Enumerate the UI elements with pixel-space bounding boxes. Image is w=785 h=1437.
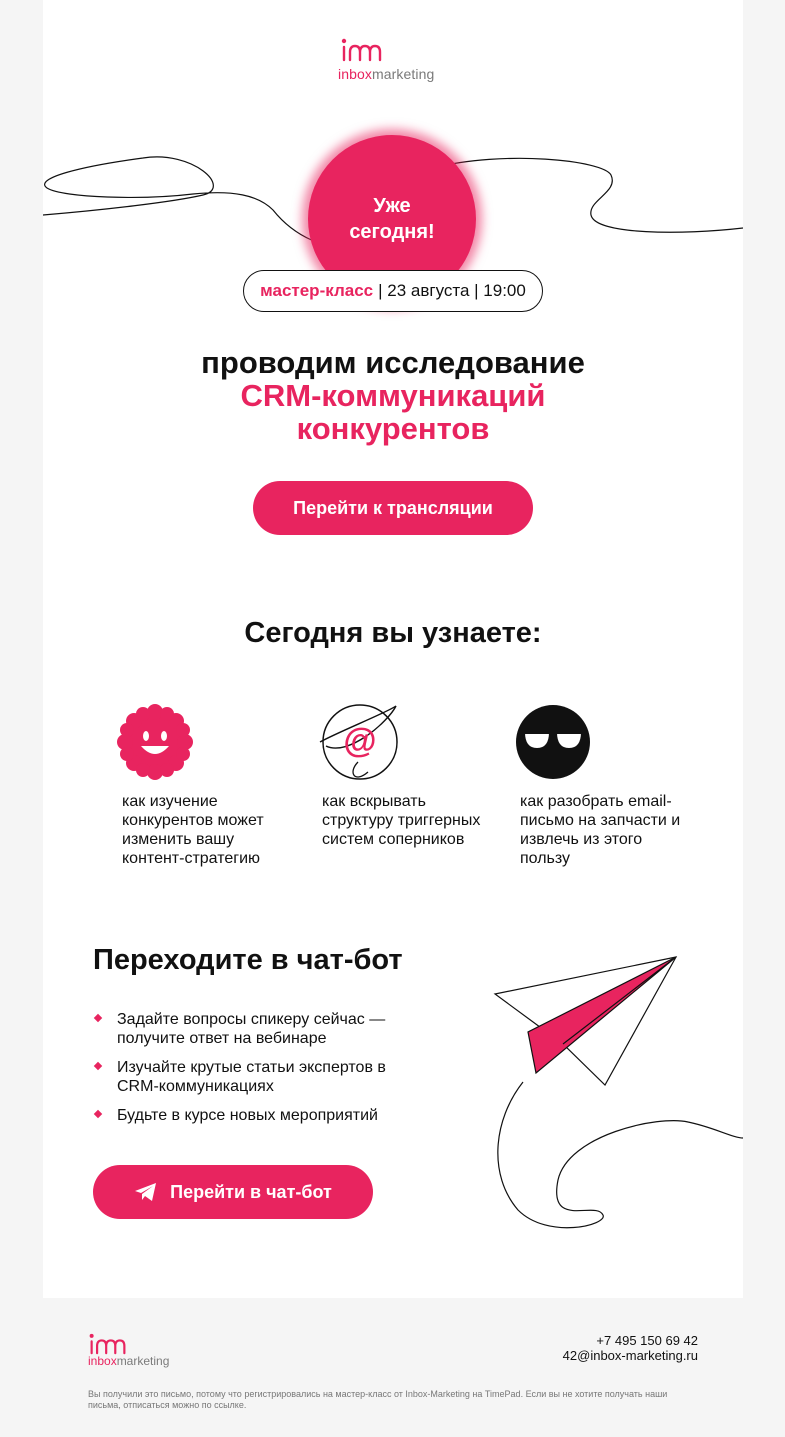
title-line-2: CRM-коммуникаций (240, 378, 546, 413)
badge-line-2: сегодня! (349, 221, 435, 243)
chatbot-button-label: Перейти в чат-бот (170, 1181, 332, 1202)
learn-item-2: как вскрывать структуру триггерных систем соперников (322, 793, 481, 848)
chatbot-heading: Переходите в чат-бот (93, 944, 403, 976)
bullet-icon (94, 1110, 102, 1118)
chatbot-benefits-list (93, 1010, 423, 1135)
go-to-chatbot-button[interactable] (93, 1165, 373, 1219)
learn-item-1: как изучение конкурентов может изменить вашу контент-стратегию (122, 793, 264, 867)
learn-heading: Сегодня вы узнаете: (244, 617, 542, 649)
email-at-icon (318, 702, 398, 782)
flower-smile-icon (115, 702, 195, 782)
sunglasses-icon (513, 702, 593, 782)
paper-plane-icon (488, 950, 743, 1250)
bullet-icon (94, 1062, 102, 1070)
brand-logo[interactable] (338, 38, 448, 88)
page-title (43, 346, 743, 445)
email-card (43, 0, 743, 1298)
learn-item-3: как разобрать email-письмо на запчасти и извлечь из этого пользу (520, 793, 681, 867)
footer-disclaimer: Вы получили это письмо, потому что регистрировались на мастер-класс от Inbox-Marketing на TimePad. Если вы не хотите получать наши письма, отписаться можно по ссылке. (88, 1389, 668, 1410)
list-item: Изучайте крутые статьи экспертов в CRM-коммуникациях (93, 1058, 423, 1096)
phone-link[interactable]: +7 495 150 69 42 (596, 1333, 698, 1348)
title-line-1: проводим исследование (201, 345, 585, 380)
badge-line-1: Уже (373, 195, 411, 217)
svg-text:@: @ (343, 722, 377, 760)
title-line-3: конкурентов (296, 411, 490, 446)
event-datetime: | 23 августа | 19:00 (378, 281, 526, 300)
event-info-pill (243, 270, 543, 312)
footer-logo-wordmark: inboxmarketing (88, 1354, 170, 1368)
list-item: Задайте вопросы спикеру сейчас — получите ответ на вебинаре (93, 1010, 423, 1048)
footer-contacts (563, 1333, 698, 1363)
footer-brand-logo[interactable] (88, 1333, 188, 1373)
email-link[interactable]: 42@inbox-marketing.ru (562, 1348, 698, 1363)
logo-wordmark: inboxmarketing (338, 66, 435, 82)
go-to-stream-button[interactable]: Перейти к трансляции (253, 481, 533, 535)
bullet-icon (94, 1014, 102, 1022)
list-item: Будьте в курсе новых мероприятий (93, 1106, 423, 1125)
telegram-icon (134, 1182, 158, 1202)
event-type: мастер-класс (260, 281, 374, 300)
logo-mark-icon (340, 38, 384, 64)
